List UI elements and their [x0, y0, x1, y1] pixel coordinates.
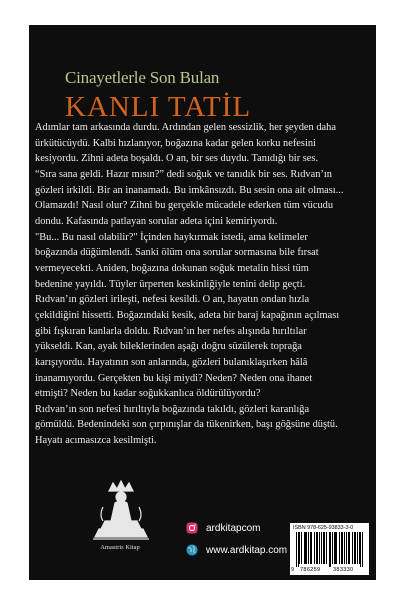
synopsis-line: çekildiğini hissetti. Boğazındaki kesik, adeta bir baraj kapağının açılması — [35, 309, 340, 321]
synopsis-line: gibi fışkıran kanlarla doldu. Rıdvan’ın her nefes alışında hırıltılar — [35, 325, 307, 337]
synopsis-text — [35, 120, 371, 449]
barcode-right-digits: 383330 — [333, 567, 354, 573]
synopsis-line: Rıdvan’ın son nefesi hırıltıyla boğazında takıldı, gözleri karanlığa — [35, 403, 310, 415]
synopsis-line: Rıdvan’ın gözleri irileşti, nefesi kesildi. O an, hayatın ondan hızla — [35, 294, 310, 306]
synopsis-line: Olamazdı! Nasıl olur? Zihni bu gerçekle mücadele ederken tüm vücudu — [35, 200, 334, 212]
book-back-cover — [29, 25, 376, 580]
crowned-figure-emblem-icon — [89, 477, 153, 543]
website-url: www.ardkitap.com — [206, 544, 288, 556]
instagram-icon — [186, 522, 198, 534]
synopsis-line: dondu. Kafasında patlayan sorular adeta içini kemiriyordı. — [35, 215, 278, 227]
synopsis-line: Hayatı acımasızca kesilmişti. — [35, 435, 157, 447]
synopsis-line: "Bu... Bu nasıl olabilir?" İçinden haykırmak istedi, ama kelimeler — [35, 231, 308, 243]
synopsis-line: yükseldi. Kan, ayak bileklerinden aşağı doğru süzülerek toprağa — [35, 341, 302, 353]
synopsis-line: boğazında düğümlendi. Sanki ölüm ona sorular sormasına bile fırsat — [35, 247, 319, 259]
synopsis-line: etmişti? Neden bu kadar soğukkanlıca öldürülüyordu? — [35, 388, 261, 400]
barcode-lead-digit: 9 — [291, 567, 295, 573]
book-title: KANLI TATİL — [65, 91, 252, 123]
synopsis-line: vermeyecekti. Aniden, boğazına dokunan soğuk metalin hissi tüm — [35, 262, 309, 274]
synopsis-line: bedenine yayıldı. Tüyler ürperten keskinliğiyle tenini delip geçti. — [35, 278, 306, 290]
instagram-handle: ardkitapcom — [206, 522, 261, 534]
globe-icon — [186, 544, 198, 556]
synopsis-line: gözleri irkildi. Bir an inanamadı. Bu imkânsızdı. Bu sesin ona ait olması... — [35, 184, 344, 196]
synopsis-line: karışıyordu. Hayatının son anlarında, gözleri bulanıklaşırken hâlâ — [35, 356, 308, 368]
synopsis-line: “Sıra sana geldi. Hazır mısın?” dedi soğuk ve tanıdık bir ses. Rıdvan’ın — [35, 168, 332, 180]
barcode-left-digits: 786259 — [300, 567, 321, 573]
synopsis-line: gömüldü. Bedenindeki son çırpınışlar da tükenirken, başı göğsüne düştü. — [35, 419, 338, 431]
synopsis-line: kesiyordu. Zihni adeta boşaldı. O an, bir ses duydu. Tanıdığı bir ses. — [35, 153, 319, 165]
barcode — [290, 523, 369, 575]
synopsis-line: ürkütücüydü. Kalbi hızlanıyor, boğazına kadar gelen korku nefesini — [35, 137, 316, 149]
synopsis-line: Adımlar tam arkasında durdu. Ardından gelen sessizlik, her şeyden daha — [35, 122, 336, 133]
publisher-name: Amastris Kitap — [100, 544, 140, 551]
isbn-label: ISBN 978-625-93833-3-0 — [293, 525, 354, 531]
book-subtitle: Cinayetlerle Son Bulan — [65, 68, 220, 87]
website-contact[interactable] — [186, 542, 287, 558]
synopsis-line: inanamıyordu. Gerçekten bu kişi miydi? Neden? Neden ona ihanet — [35, 372, 313, 384]
barcode-bars — [296, 532, 364, 567]
instagram-contact[interactable] — [186, 520, 260, 536]
